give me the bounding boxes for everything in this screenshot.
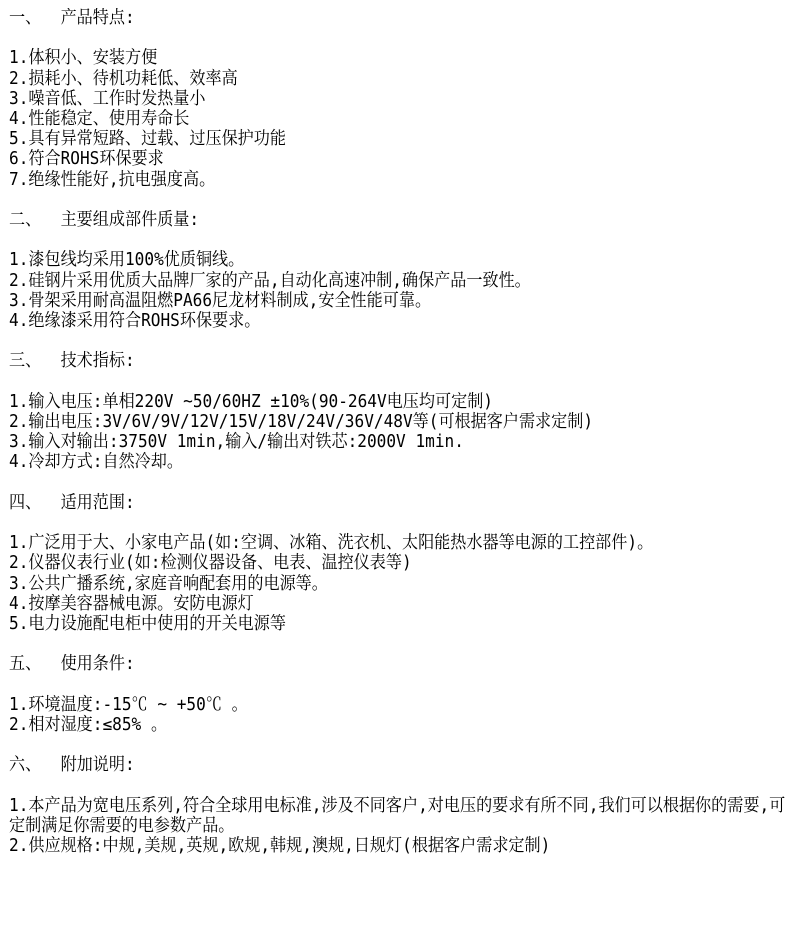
list-item: 1.漆包线均采用100%优质铜线。 (9, 250, 245, 271)
item-list (9, 796, 795, 857)
list-item: 2.输出电压:3V/6V/9V/12V/15V/18V/24V/36V/48V等(可根据客户需求定制) (9, 411, 594, 432)
list-item: 6.符合ROHS环保要求 (9, 149, 164, 170)
list-item: 1.输入电压:单相220V ~50/60HZ ±10%(90-264V电压均可定制) (9, 391, 493, 412)
list-item: 4.按摩美容器械电源。安防电源灯 (9, 593, 254, 614)
section-heading: 二、 主要组成部件质量: (9, 210, 200, 230)
list-item: 2.供应规格:中规,美规,英规,欧规,韩规,澳规,日规灯(根据客户需求定制) (9, 836, 551, 857)
list-item: 3.骨架采用耐高温阻燃PA66尼龙材料制成,安全性能可靠。 (9, 290, 432, 311)
list-item: 3.公共广播系统,家庭音响配套用的电源等。 (9, 573, 328, 594)
list-item: 1.广泛用于大、小家电产品(如:空调、冰箱、洗衣机、太阳能热水器等电源的工控部件)。 (9, 533, 654, 554)
section-heading: 五、 使用条件: (9, 654, 135, 675)
list-item: 3.噪音低、工作时发热量小 (9, 88, 206, 109)
section-component-quality (9, 210, 795, 331)
list-item: 1.环境温度:-15℃ ~ +50℃ 。 (9, 694, 248, 715)
section-operating-conditions (9, 654, 795, 735)
section-heading: 六、 附加说明: (9, 755, 135, 776)
section-technical-specs (9, 351, 795, 472)
list-item: 1.本产品为宽电压系列,符合全球用电标准,涉及不同客户,对电压的要求有所不同,我们可以根据你的需要,可定制满足你需要的电参数产品。 (9, 795, 786, 836)
spec-document (9, 8, 795, 856)
section-heading: 三、 技术指标: (9, 351, 135, 372)
section-heading: 一、 产品特点: (9, 8, 135, 28)
list-item: 4.性能稳定、使用寿命长 (9, 109, 190, 129)
list-item: 2.硅钢片采用优质大品牌厂家的产品,自动化高速冲制,确保产品一致性。 (9, 270, 531, 291)
section-heading: 四、 适用范围: (9, 492, 135, 513)
list-item: 4.绝缘漆采用符合ROHS环保要求。 (9, 311, 261, 331)
list-item: 1.体积小、安装方便 (9, 48, 158, 69)
section-additional-notes (9, 755, 795, 856)
section-applications (9, 493, 795, 634)
section-product-features (9, 8, 795, 190)
item-list (9, 695, 795, 735)
list-item: 2.相对湿度:≤85% 。 (9, 714, 168, 735)
item-list (9, 392, 795, 473)
list-item: 4.冷却方式:自然冷却。 (9, 452, 183, 473)
item-list (9, 250, 795, 331)
list-item: 2.仪器仪表行业(如:检测仪器设备、电表、温控仪表等) (9, 553, 412, 574)
list-item: 3.输入对输出:3750V 1min,输入/输出对铁芯:2000V 1min. (9, 432, 464, 453)
item-list (9, 533, 795, 634)
list-item: 5.电力设施配电柜中使用的开关电源等 (9, 613, 286, 634)
item-list (9, 48, 795, 189)
list-item: 5.具有异常短路、过载、过压保护功能 (9, 129, 286, 150)
list-item: 7.绝缘性能好,抗电强度高。 (9, 169, 216, 190)
list-item: 2.损耗小、待机功耗低、效率高 (9, 68, 238, 89)
